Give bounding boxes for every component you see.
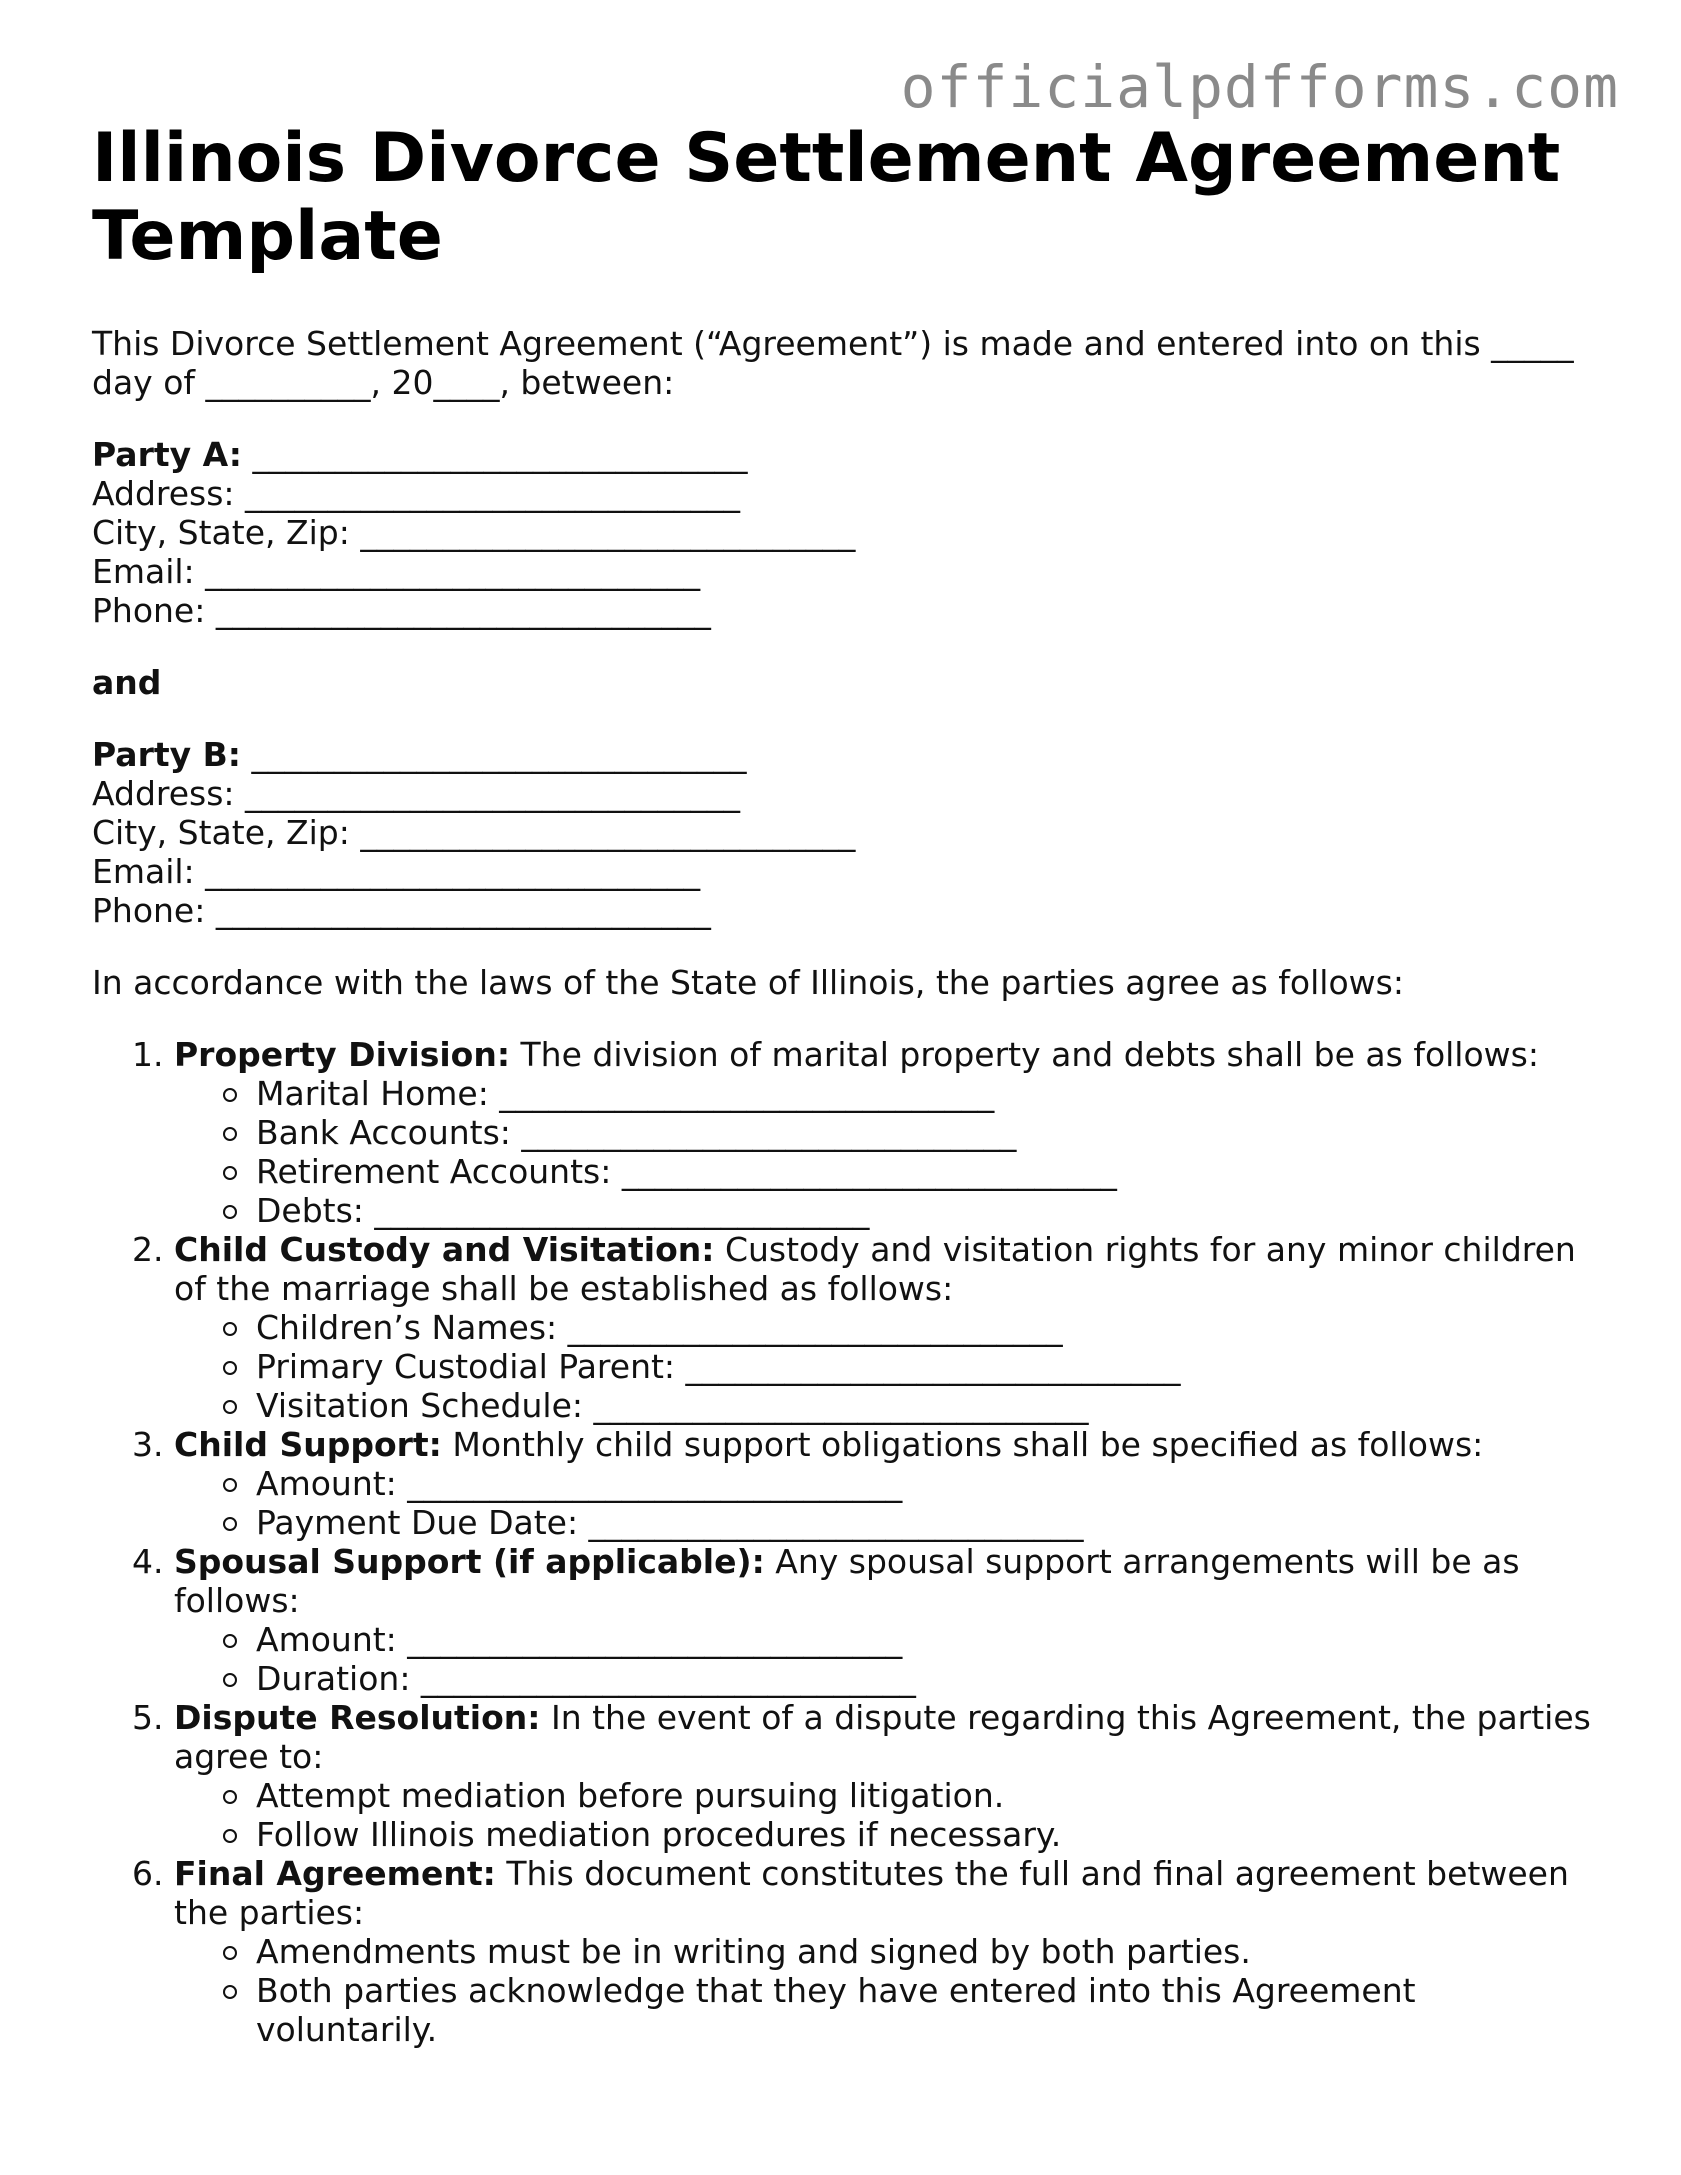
preamble-paragraph: In accordance with the laws of the State of Illinois, the parties agree as follows:	[92, 963, 1404, 1002]
party-b-city-line: City, State, Zip: ______________________________	[92, 813, 856, 852]
intro-paragraph	[92, 324, 1592, 402]
section-text: In the event of a dispute regarding this Agreement, the parties agree to:	[174, 1698, 1591, 1776]
party-b-phone-line: Phone: ______________________________	[92, 891, 711, 930]
section-heading: Dispute Resolution:	[174, 1698, 541, 1737]
section-items	[174, 1776, 1592, 1854]
list-item: Primary Custodial Parent: ______________________________	[256, 1347, 1592, 1386]
list-item: Follow Illinois mediation procedures if necessary.	[256, 1815, 1592, 1854]
list-item: Children’s Names: ______________________________	[256, 1308, 1592, 1347]
section-spousal-support	[174, 1542, 1592, 1698]
party-b-name-blank: ______________________________	[240, 735, 747, 774]
section-heading: Child Support:	[174, 1425, 442, 1464]
party-a-email-line: Email: ______________________________	[92, 552, 701, 591]
section-final-agreement	[174, 1854, 1592, 2049]
party-b-email-line: Email: ______________________________	[92, 852, 701, 891]
party-a-address-line: Address: ______________________________	[92, 474, 741, 513]
site-watermark: officialpdfforms.com	[900, 53, 1619, 121]
intro-line-2: day of __________, 20____, between:	[92, 363, 675, 402]
section-text: Any spousal support arrangements will be as follows:	[174, 1542, 1520, 1620]
list-item: Payment Due Date: ______________________________	[256, 1503, 1592, 1542]
list-item: Amendments must be in writing and signed by both parties.	[256, 1932, 1592, 1971]
party-b-block	[92, 735, 1592, 930]
agreement-sections	[92, 1035, 1592, 2049]
list-item: Debts: ______________________________	[256, 1191, 1592, 1230]
party-a-block	[92, 435, 1592, 630]
section-items	[174, 1620, 1592, 1698]
party-a-name-line	[92, 435, 1592, 474]
list-item: Duration: ______________________________	[256, 1659, 1592, 1698]
and-separator: and	[92, 663, 162, 702]
page-title-line-2: Template	[92, 197, 443, 276]
list-item: Attempt mediation before pursuing litigation.	[256, 1776, 1592, 1815]
party-b-address-line: Address: ______________________________	[92, 774, 741, 813]
section-items	[174, 1308, 1592, 1425]
page-title	[92, 120, 1592, 276]
list-item: Amount: ______________________________	[256, 1620, 1592, 1659]
section-dispute-resolution	[174, 1698, 1592, 1854]
section-heading: Final Agreement:	[174, 1854, 496, 1893]
section-heading: Child Custody and Visitation:	[174, 1230, 715, 1269]
party-a-name-blank: ______________________________	[241, 435, 748, 474]
section-items	[174, 1464, 1592, 1542]
section-items	[174, 1932, 1592, 2049]
section-child-support	[174, 1425, 1592, 1542]
section-property-division	[174, 1035, 1592, 1230]
party-b-label: Party B:	[92, 735, 241, 774]
intro-line-1: This Divorce Settlement Agreement (“Agreement”) is made and entered into on this _____	[92, 324, 1574, 363]
list-item: Amount: ______________________________	[256, 1464, 1592, 1503]
section-items	[174, 1074, 1592, 1230]
list-item: Marital Home: ______________________________	[256, 1074, 1592, 1113]
section-text: Monthly child support obligations shall be specified as follows:	[441, 1425, 1484, 1464]
document-page	[92, 120, 1592, 2049]
list-item: Visitation Schedule: ______________________________	[256, 1386, 1592, 1425]
list-item: Both parties acknowledge that they have entered into this Agreement voluntarily.	[256, 1971, 1592, 2049]
list-item: Retirement Accounts: ______________________________	[256, 1152, 1592, 1191]
party-a-city-line: City, State, Zip: ______________________________	[92, 513, 856, 552]
section-heading: Spousal Support (if applicable):	[174, 1542, 765, 1581]
page-title-line-1: Illinois Divorce Settlement Agreement	[92, 119, 1561, 198]
party-a-phone-line: Phone: ______________________________	[92, 591, 711, 630]
party-a-label: Party A:	[92, 435, 242, 474]
list-item: Bank Accounts: ______________________________	[256, 1113, 1592, 1152]
section-heading: Property Division:	[174, 1035, 511, 1074]
party-b-name-line	[92, 735, 1592, 774]
section-text: Custody and visitation rights for any minor children of the marriage shall be established as follows:	[174, 1230, 1576, 1308]
section-text: The division of marital property and debts shall be as follows:	[510, 1035, 1539, 1074]
section-text: This document constitutes the full and final agreement between the parties:	[174, 1854, 1569, 1932]
section-child-custody	[174, 1230, 1592, 1425]
